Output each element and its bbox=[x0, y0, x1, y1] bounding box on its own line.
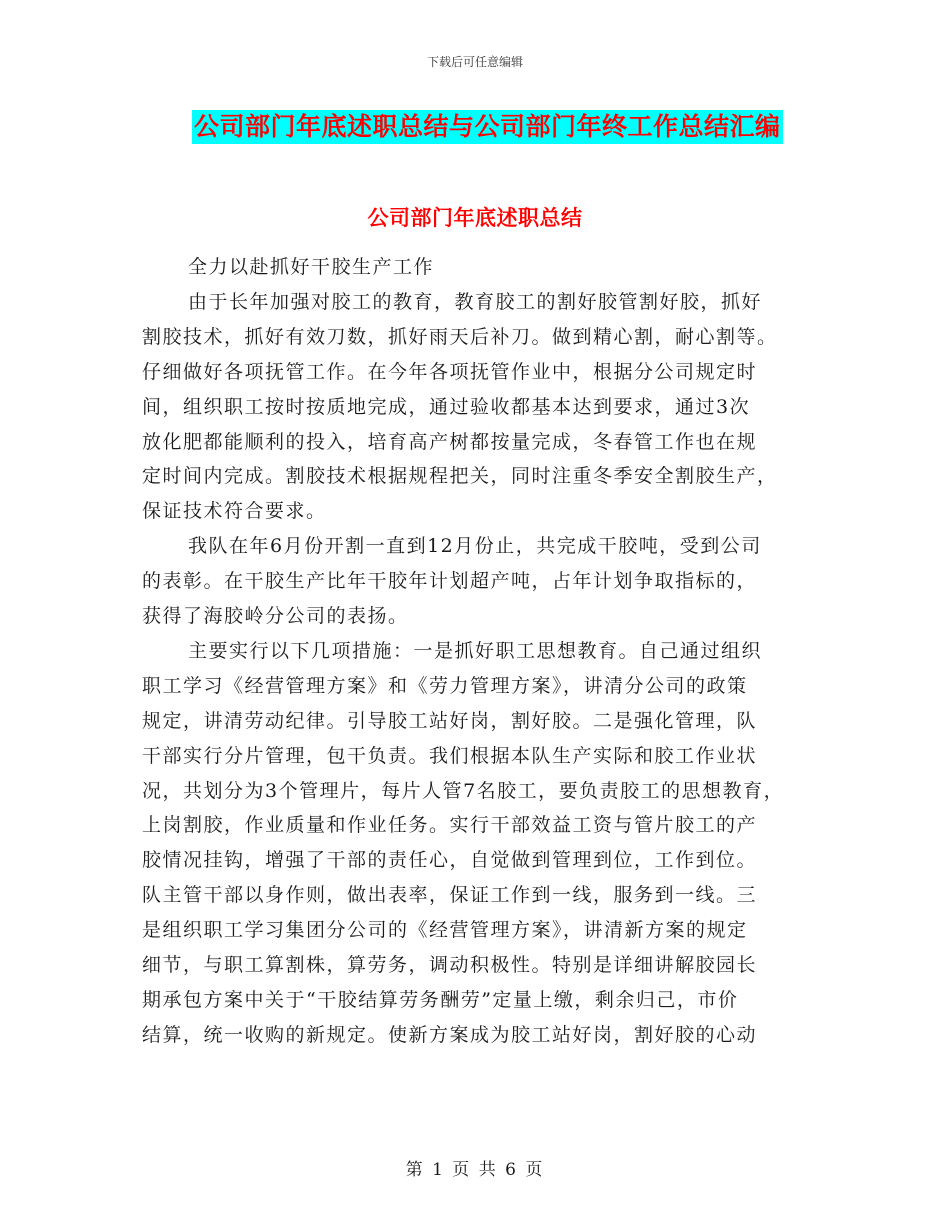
paragraph-line: 我队在年6月份开割一直到12月份止，共完成干胶吨，受到公司 bbox=[188, 535, 762, 557]
paragraph-line: 上岗割胶，作业质量和作业任务。实行干部效益工资与管片胶工的产 bbox=[142, 814, 758, 836]
paragraph-line: 主要实行以下几项措施：一是抓好职工思想教育。自己通过组织 bbox=[188, 640, 763, 662]
paragraph-line: 队主管干部以身作则，做出表率，保证工作到一线，服务到一线。三 bbox=[142, 884, 758, 906]
paragraph-line: 胶情况挂钩，增强了干部的责任心，自觉做到管理到位，工作到位。 bbox=[142, 849, 758, 871]
paragraph-line: 是组织职工学习集团分公司的《经营管理方案》，讲清新方案的规定 bbox=[142, 919, 748, 941]
paragraph-line: 定时间内完成。割胶技术根据规程把关，同时注重冬季安全割胶生产， bbox=[142, 465, 778, 487]
paragraph-line: 的表彰。在干胶生产比年干胶年计划超产吨，占年计划争取指标的， bbox=[142, 570, 758, 592]
section-title: 公司部门年底述职总结 bbox=[367, 206, 583, 230]
paragraph-line: 期承包方案中关于“干胶结算劳务酬劳”定量上缴，剩余归己，市价 bbox=[142, 989, 739, 1011]
paragraph-line: 获得了海胶岭分公司的表扬。 bbox=[142, 605, 409, 627]
header-note: 下载后可任意编辑 bbox=[426, 55, 523, 69]
paragraph-line: 干部实行分片管理，包干负责。我们根据本队生产实际和胶工作业状 bbox=[142, 745, 758, 767]
paragraph-line: 间，组织职工按时按质地完成，通过验收都基本达到要求，通过3次 bbox=[142, 396, 751, 418]
paragraph-line: 全力以赴抓好干胶生产工作 bbox=[188, 256, 435, 278]
paragraph-line: 结算，统一收购的新规定。使新方案成为胶工站好岗，割好胶的心动 bbox=[142, 1024, 758, 1046]
paragraph-line: 职工学习《经营管理方案》和《劳力管理方案》，讲清分公司的政策 bbox=[142, 675, 748, 697]
paragraph-line: 况，共划分为3个管理片，每片人管7名胶工，要负责胶工的思想教育， bbox=[142, 780, 785, 802]
paragraph-line: 保证技术符合要求。 bbox=[142, 500, 327, 522]
paragraph-line: 规定，讲清劳动纪律。引导胶工站好岗，割好胶。二是强化管理，队 bbox=[142, 710, 758, 732]
paragraph-line: 割胶技术，抓好有效刀数，抓好雨天后补刀。做到精心割，耐心割等。 bbox=[142, 326, 778, 348]
page-footer: 第 1 页 共 6 页 bbox=[405, 1160, 545, 1180]
paragraph-line: 放化肥都能顺利的投入，培育高产树都按量完成，冬春管工作也在规 bbox=[142, 431, 758, 453]
paragraph-line: 细节，与职工算割株，算劳务，调动积极性。特别是详细讲解胶园长 bbox=[142, 954, 758, 976]
document-title: 公司部门年底述职总结与公司部门年终工作总结汇编 bbox=[192, 110, 783, 144]
paragraph-line: 仔细做好各项抚管工作。在今年各项抚管作业中，根据分公司规定时 bbox=[142, 361, 758, 383]
paragraph-line: 由于长年加强对胶工的教育，教育胶工的割好胶管割好胶，抓好 bbox=[188, 291, 763, 313]
